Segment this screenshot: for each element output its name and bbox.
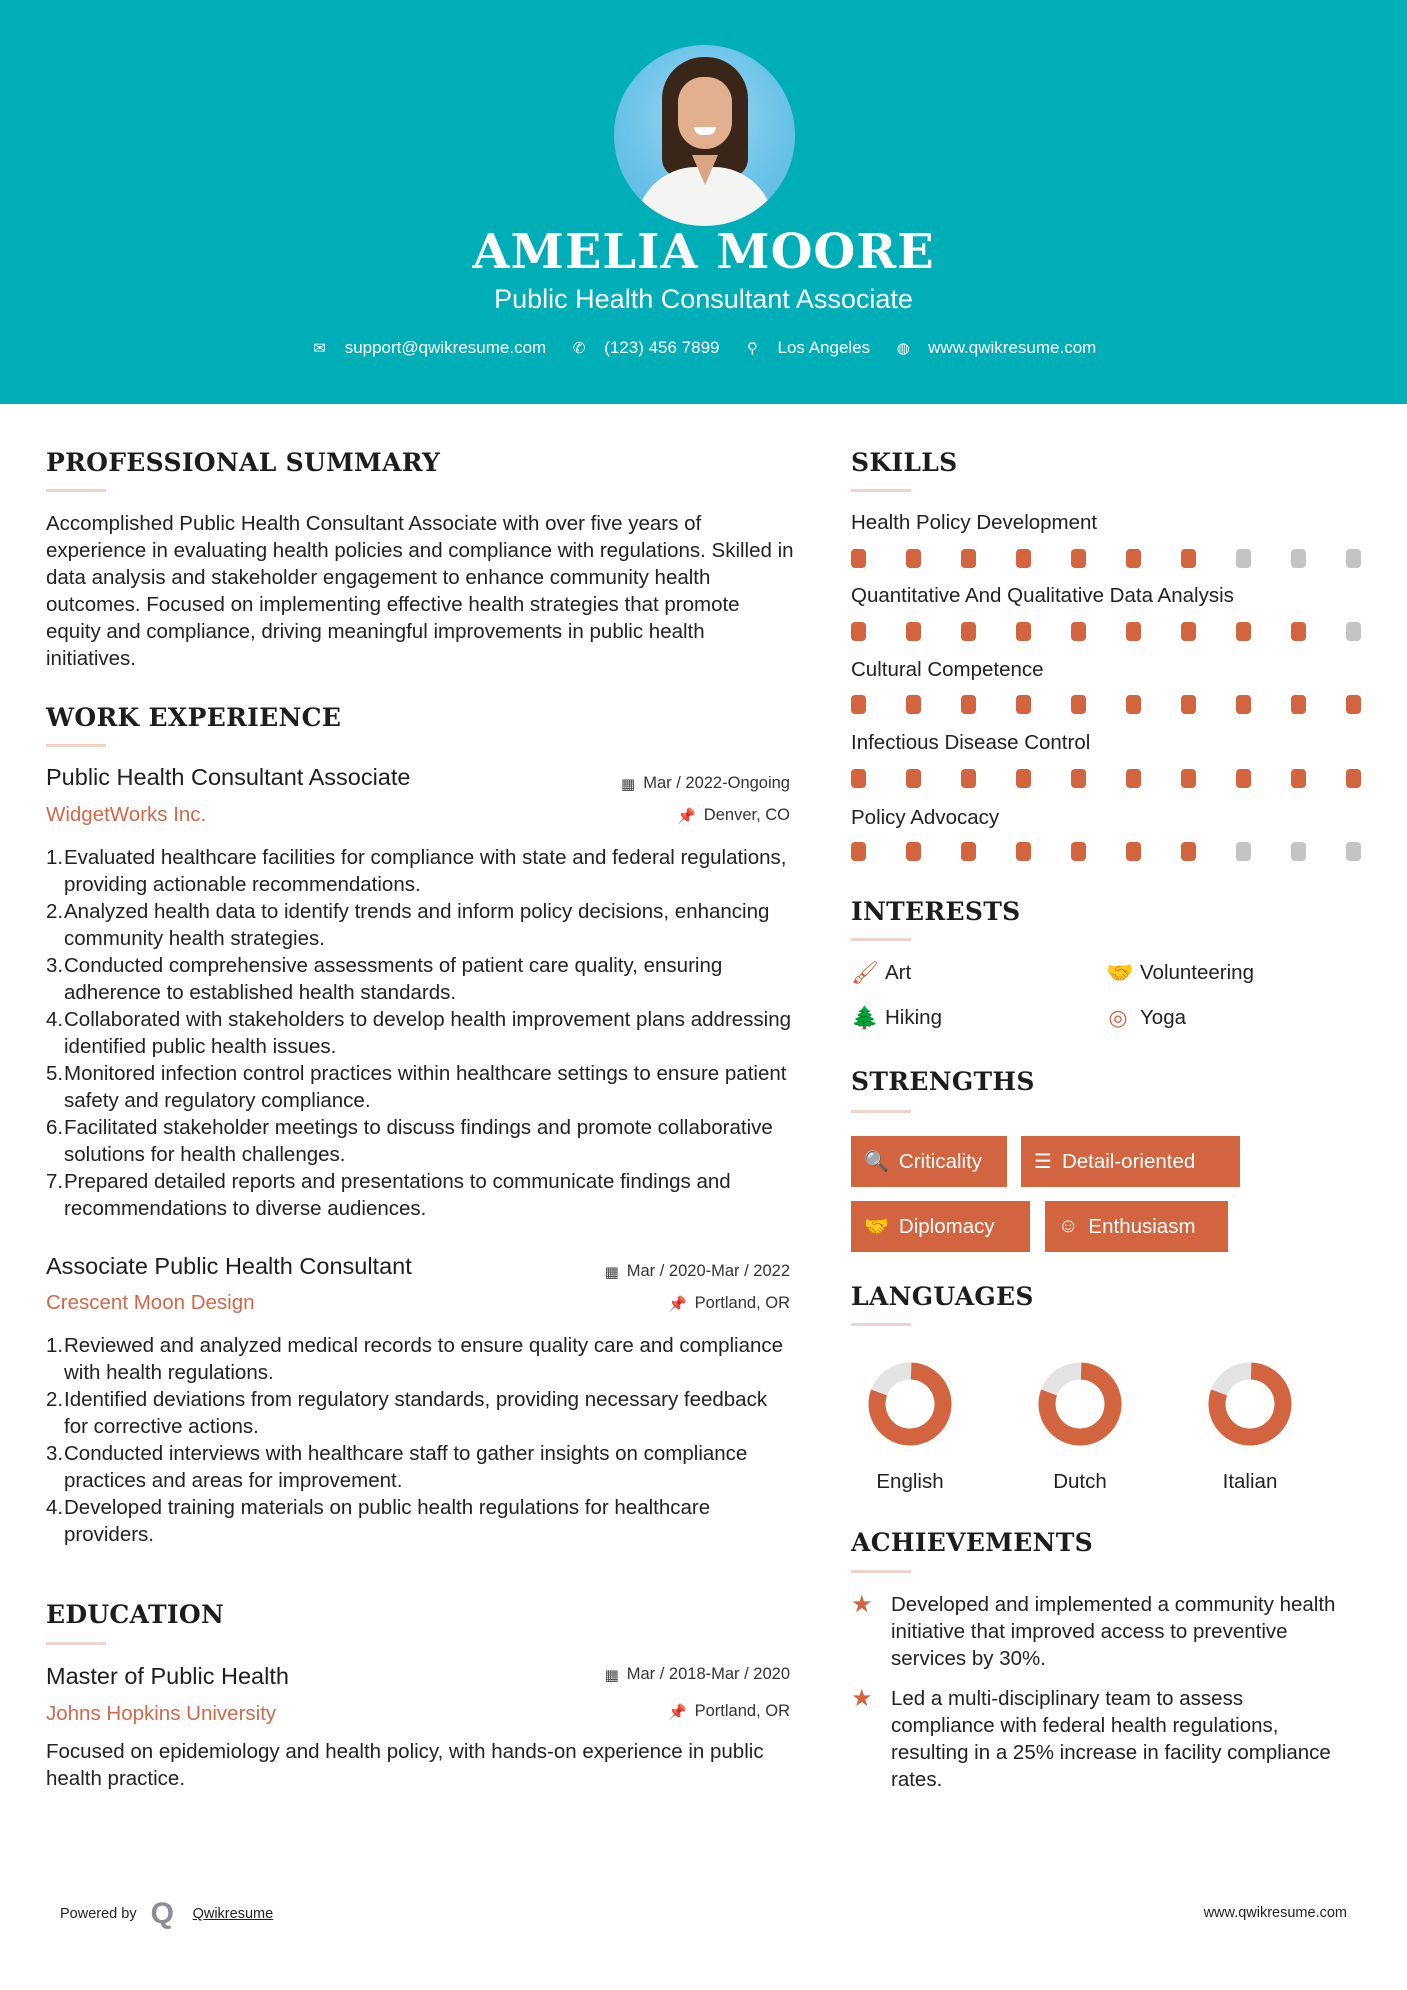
strength-label: Criticality xyxy=(898,1149,983,1173)
bullet-item: 5. Monitored infection control practices within healthcare settings to ensure patient safety and regulatory compliance. xyxy=(46,1062,787,1112)
interest-yoga xyxy=(1106,1005,1186,1031)
bullet-item: 4. Collaborated with stakeholders to develop health improvement plans addressing identified public health issues. xyxy=(46,1008,792,1058)
skill-dot xyxy=(1291,769,1306,788)
candidate-name: AMELIA MOORE xyxy=(472,224,935,280)
strength-label: Diplomacy xyxy=(898,1214,995,1238)
skill-dot xyxy=(1346,549,1361,568)
skill-dot xyxy=(1346,622,1361,641)
skill-dot xyxy=(1126,622,1141,641)
degree-title: Master of Public Health xyxy=(46,1663,289,1689)
achievements-heading: ACHIEVEMENTS xyxy=(851,1528,1093,1557)
job-dates xyxy=(605,1262,790,1281)
interest-label: Art xyxy=(885,961,912,984)
summary-text: Accomplished Public Health Consultant Associate with over five years of experience in evaluating health policies and compliance with regulations. Skilled in data analysis and stakeholder engagement to enhance community health outcomes. Focused on implementing effective health strategies that promote equity and compliance, driving meaningful improvements in public health initiatives. xyxy=(46,512,794,670)
languages-heading: LANGUAGES xyxy=(851,1282,1034,1311)
calendar-icon: ▦ xyxy=(604,1263,619,1281)
skill-dot xyxy=(961,842,976,861)
profile-photo xyxy=(614,45,795,226)
job-dates-text: Mar / 2022-Ongoing xyxy=(643,774,790,792)
skill-dot xyxy=(1181,842,1196,861)
language-item xyxy=(1020,1361,1140,1494)
skill-dot xyxy=(1016,695,1031,714)
job-dates-text: Mar / 2020-Mar / 2022 xyxy=(626,1262,790,1280)
search-icon: 🔍 xyxy=(864,1151,889,1173)
calendar-icon: ▦ xyxy=(604,1666,619,1684)
skill-dot xyxy=(851,549,866,568)
interest-label: Yoga xyxy=(1140,1006,1186,1029)
calendar-icon: ▦ xyxy=(621,775,636,793)
skill-dot xyxy=(1346,769,1361,788)
skill-dot xyxy=(1291,622,1306,641)
contact-email-text: support@qwikresume.com xyxy=(344,338,547,357)
skill-dot xyxy=(1236,622,1251,641)
strengths-heading: STRENGTHS xyxy=(851,1067,1035,1096)
life-ring-icon: ◎ xyxy=(1108,1005,1128,1030)
skill-dot xyxy=(961,622,976,641)
bullet-item: 7. Prepared detailed reports and presentations to communicate findings and recommendations to diverse audiences. xyxy=(46,1170,731,1220)
job-location xyxy=(677,806,790,825)
skill-dot xyxy=(1181,769,1196,788)
skill-dot xyxy=(961,769,976,788)
language-donut xyxy=(850,1361,970,1447)
skill-dot xyxy=(1181,622,1196,641)
interest-art xyxy=(851,960,911,986)
skill-dot xyxy=(1016,622,1031,641)
job-dates xyxy=(621,774,790,793)
skill-dot xyxy=(1126,769,1141,788)
candidate-role: Public Health Consultant Associate xyxy=(494,284,913,314)
language-label: Italian xyxy=(1222,1470,1278,1493)
skill-dot xyxy=(1236,695,1251,714)
skill-dot xyxy=(906,842,921,861)
skills-heading: SKILLS xyxy=(851,448,958,477)
contact-location-text: Los Angeles xyxy=(777,338,871,357)
bullet-item: 2. Analyzed health data to identify trends and inform policy decisions, enhancing community health strategies. xyxy=(46,900,770,950)
skill-dot xyxy=(1291,549,1306,568)
interest-hiking xyxy=(851,1005,942,1031)
handshake-icon: 🤝 xyxy=(864,1216,889,1238)
skill-dot xyxy=(1236,842,1251,861)
education-heading: EDUCATION xyxy=(46,1600,225,1629)
skill-dot xyxy=(1126,842,1141,861)
job-location-text: Denver, CO xyxy=(703,806,790,824)
qwikresume-logo-icon: Q xyxy=(150,1897,174,1930)
achievement-item xyxy=(851,1591,1371,1672)
job-bullets xyxy=(46,844,796,1222)
skill-dot xyxy=(1291,695,1306,714)
interest-label: Hiking xyxy=(885,1006,942,1029)
language-donut xyxy=(1020,1361,1140,1447)
education-dates xyxy=(605,1665,790,1684)
contact-phone[interactable] xyxy=(570,338,719,358)
footer-url[interactable]: www.qwikresume.com xyxy=(1203,1905,1347,1921)
pushpin-icon: 📌 xyxy=(667,1295,687,1313)
skill-dot xyxy=(1126,549,1141,568)
section-underline xyxy=(851,1110,911,1113)
skill-name: Quantitative And Qualitative Data Analysis xyxy=(851,584,1234,607)
achievement-item xyxy=(851,1685,1371,1793)
section-underline xyxy=(851,1570,911,1573)
job-title: Associate Public Health Consultant xyxy=(46,1253,412,1279)
achievement-text: Led a multi-disciplinary team to assess compliance with federal health regulations, resulting in a 25% increase in facility compliance rates. xyxy=(891,1687,1331,1791)
skill-dot xyxy=(1016,769,1031,788)
contact-phone-text: (123) 456 7899 xyxy=(604,338,720,357)
skill-dot xyxy=(1346,842,1361,861)
skill-rating xyxy=(851,695,1401,714)
language-donut xyxy=(1190,1361,1310,1447)
language-item xyxy=(850,1361,970,1494)
skill-name: Cultural Competence xyxy=(851,658,1044,681)
skill-dot xyxy=(1291,842,1306,861)
footer-powered-by xyxy=(60,1898,273,1930)
skill-dot xyxy=(1181,695,1196,714)
pushpin-icon: 📌 xyxy=(667,1703,687,1721)
skill-dot xyxy=(906,769,921,788)
section-underline xyxy=(46,1642,106,1645)
school-name: Johns Hopkins University xyxy=(46,1702,277,1725)
powered-by-text: Powered by xyxy=(60,1906,137,1922)
skill-dot xyxy=(851,769,866,788)
skill-dot xyxy=(1236,549,1251,568)
map-marker-icon: ⚲ xyxy=(747,340,759,357)
skill-dot xyxy=(1071,769,1086,788)
education-dates-text: Mar / 2018-Mar / 2020 xyxy=(626,1665,790,1683)
section-underline xyxy=(46,489,106,492)
education-description: Focused on epidemiology and health policy, with hands-on experience in public health practice. xyxy=(46,1740,764,1790)
envelope-icon: ✉ xyxy=(313,340,326,357)
section-underline xyxy=(851,1323,911,1326)
header-banner xyxy=(0,0,1407,404)
skill-dot xyxy=(1071,622,1086,641)
skill-name: Health Policy Development xyxy=(851,511,1098,534)
experience-heading: WORK EXPERIENCE xyxy=(46,703,342,732)
bullet-item: 2. Identified deviations from regulatory standards, providing necessary feedback for corrective actions. xyxy=(46,1388,768,1438)
skill-dot xyxy=(851,695,866,714)
bullet-item: 1. Reviewed and analyzed medical records to ensure quality care and compliance with health regulations. xyxy=(46,1334,784,1384)
job-title: Public Health Consultant Associate xyxy=(46,764,411,790)
company-name: Crescent Moon Design xyxy=(46,1291,255,1314)
interests-heading: INTERESTS xyxy=(851,897,1021,926)
education-location-text: Portland, OR xyxy=(694,1702,790,1720)
skill-rating xyxy=(851,842,1401,861)
strength-badge xyxy=(1021,1136,1240,1187)
skill-dot xyxy=(906,622,921,641)
phone-icon: ✆ xyxy=(572,340,586,357)
tree-icon: 🌲 xyxy=(851,1005,879,1030)
summary-heading: PROFESSIONAL SUMMARY xyxy=(46,448,441,477)
pushpin-icon: 📌 xyxy=(677,807,696,825)
company-name: WidgetWorks Inc. xyxy=(46,803,207,826)
section-underline xyxy=(46,744,106,747)
contact-email[interactable] xyxy=(311,338,547,358)
strength-badge xyxy=(1045,1201,1228,1252)
skill-dot xyxy=(1071,842,1086,861)
contact-website-text: www.qwikresume.com xyxy=(928,338,1097,357)
strength-label: Enthusiasm xyxy=(1088,1214,1196,1238)
skill-dot xyxy=(1071,695,1086,714)
strength-badge xyxy=(851,1136,1007,1187)
paintbrush-icon: 🖌 xyxy=(851,960,879,985)
smile-icon: ☺ xyxy=(1058,1215,1079,1237)
bullet-item: 3. Conducted comprehensive assessments of patient care quality, ensuring adherence to established health standards. xyxy=(46,954,723,1004)
skill-dot xyxy=(851,622,866,641)
achievement-text: Developed and implemented a community health initiative that improved access to preventive services by 30%. xyxy=(891,1593,1336,1670)
star-icon: ★ xyxy=(851,1591,873,1618)
handshake-icon: 🤝 xyxy=(1106,960,1134,985)
skill-dot xyxy=(1181,549,1196,568)
strength-label: Detail-oriented xyxy=(1061,1149,1196,1173)
skill-name: Infectious Disease Control xyxy=(851,731,1091,754)
strength-badge xyxy=(851,1201,1030,1252)
section-underline xyxy=(851,938,911,941)
language-label: Dutch xyxy=(1053,1470,1107,1493)
skill-dot xyxy=(1016,549,1031,568)
skill-dot xyxy=(1016,842,1031,861)
bullet-item: 6. Facilitated stakeholder meetings to discuss findings and promote collaborative solutions for health challenges. xyxy=(46,1116,773,1166)
skill-dot xyxy=(961,549,976,568)
skill-dot xyxy=(906,695,921,714)
bullet-item: 4. Developed training materials on public health regulations for healthcare providers. xyxy=(46,1496,711,1546)
interest-label: Volunteering xyxy=(1140,961,1254,984)
star-icon: ★ xyxy=(851,1685,873,1712)
education-location xyxy=(668,1702,790,1721)
skill-dot xyxy=(1346,695,1361,714)
list-icon: ☰ xyxy=(1034,1151,1052,1173)
section-underline xyxy=(851,489,911,492)
skill-dot xyxy=(961,695,976,714)
qwikresume-link[interactable]: Qwikresume xyxy=(192,1906,274,1922)
skill-dot xyxy=(906,549,921,568)
skill-rating xyxy=(851,549,1401,568)
skill-dot xyxy=(1126,695,1141,714)
skill-name: Policy Advocacy xyxy=(851,806,1000,829)
contact-row xyxy=(0,338,1407,358)
skill-dot xyxy=(1071,549,1086,568)
skill-dot xyxy=(851,842,866,861)
language-item xyxy=(1190,1361,1310,1494)
language-label: English xyxy=(876,1470,944,1493)
job-location-text: Portland, OR xyxy=(694,1294,790,1312)
bullet-item: 1. Evaluated healthcare facilities for compliance with state and federal regulations, providing actionable recommendations. xyxy=(46,846,787,896)
globe-icon: ◍ xyxy=(896,340,910,357)
skill-rating xyxy=(851,769,1401,788)
job-bullets xyxy=(46,1332,796,1548)
interest-volunteering xyxy=(1106,960,1254,986)
bullet-item: 3. Conducted interviews with healthcare staff to gather insights on compliance practices and areas for improvement. xyxy=(46,1442,748,1492)
contact-location xyxy=(744,338,871,358)
skill-rating xyxy=(851,622,1401,641)
contact-website[interactable] xyxy=(894,338,1096,358)
skill-dot xyxy=(1236,769,1251,788)
job-location xyxy=(668,1294,790,1313)
